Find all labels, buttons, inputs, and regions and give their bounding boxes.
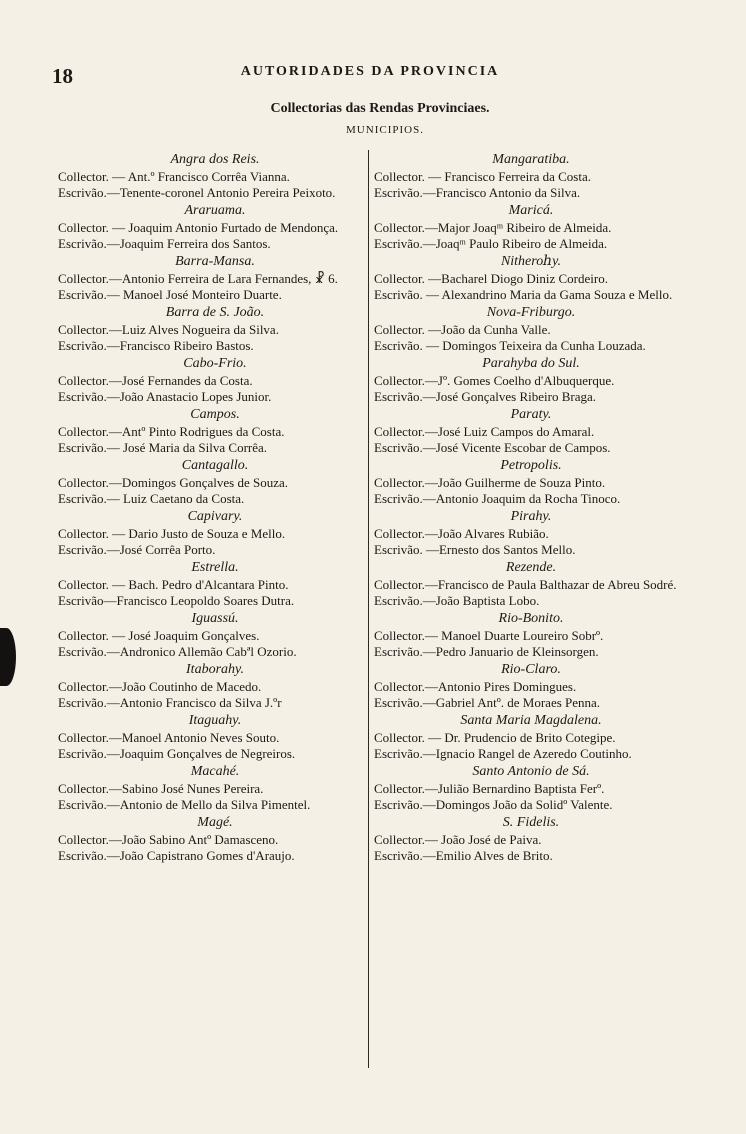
municipio-entry <box>58 253 372 303</box>
escrivao-line: Escrivão.—Joaquim Gonçalves de Negreiros. <box>58 746 296 761</box>
collector-line: Collector.—Major Joaqᵐ Ribeiro de Almeida. <box>374 220 612 235</box>
collector-line: Collector. — Joaquim Antonio Furtado de Mendonça. <box>58 220 339 235</box>
municipio-name: Pirahy. <box>510 509 552 524</box>
municipio-name: Magé. <box>197 815 233 830</box>
municipio-entry <box>58 661 372 711</box>
collector-line: Collector.—Julião Bernardino Baptista Ferº. <box>374 781 605 796</box>
municipio-entry <box>374 763 688 813</box>
collector-line: Collector.—Antonio Ferreira de Lara Fernandes, ☧ 6. <box>58 271 338 286</box>
municipio-name: Iguassú. <box>191 611 239 626</box>
page-number: 18 <box>52 64 73 88</box>
section-title: Collectorias das Rendas Provinciaes. <box>270 101 490 116</box>
escrivao-line: Escrivão.—Antonio de Mello da Silva Pimentel. <box>58 797 311 812</box>
municipio-entry <box>58 355 372 405</box>
municipio-entry <box>58 457 372 507</box>
collector-line: Collector.—Manoel Antonio Neves Souto. <box>58 730 280 745</box>
escrivao-line: Escrivão.—Francisco Antonio da Silva. <box>374 185 581 200</box>
escrivao-line: Escrivão.— Manoel José Monteiro Duarte. <box>58 287 282 302</box>
collector-line: Collector. — Dr. Prudencio de Brito Cotegipe. <box>374 730 616 745</box>
municipio-name: Petropolis. <box>500 458 562 473</box>
collector-line: Collector.—João Alvares Rubião. <box>374 526 549 541</box>
municipio-entry <box>58 559 372 609</box>
municipio-entry <box>374 202 688 252</box>
collector-line: Collector.—João Guilherme de Souza Pinto. <box>374 475 606 490</box>
municipio-name: Cantagallo. <box>181 458 249 473</box>
escrivao-line: Escrivão.—Domingos João da Solidº Valente. <box>374 797 613 812</box>
collector-line: Collector.— João José de Paiva. <box>374 832 542 847</box>
municipio-name: Nova-Friburgo. <box>486 305 576 320</box>
municipio-name: Itaguahy. <box>188 713 242 728</box>
escrivao-line: Escrivão.—José Corrêa Porto. <box>58 542 216 557</box>
collector-line: Collector.—João Sabino Antº Damasceno. <box>58 832 279 847</box>
escrivao-line: Escrivão. — Domingos Teixeira da Cunha Louzada. <box>374 338 646 353</box>
municipio-entry <box>374 355 688 405</box>
municipio-entry <box>374 508 688 558</box>
municipio-entry <box>374 304 688 354</box>
collector-line: Collector.— Manoel Duarte Loureiro Sobrº. <box>374 628 604 643</box>
municipio-entry <box>374 151 688 201</box>
municipio-entry <box>58 712 372 762</box>
municipio-entry <box>58 202 372 252</box>
subsection-title: MUNICIPIOS. <box>346 124 424 136</box>
collector-line: Collector.—João Coutinho de Macedo. <box>58 679 262 694</box>
collector-line: Collector.—Sabino José Nunes Pereira. <box>58 781 264 796</box>
municipio-name: Macahé. <box>190 764 240 779</box>
escrivao-line: Escrivão. — Alexandrino Maria da Gama Souza e Mello. <box>374 287 673 302</box>
municipio-name: Parahyba do Sul. <box>482 356 580 371</box>
collector-line: Collector.—Antº Pinto Rodrigues da Costa. <box>58 424 285 439</box>
municipio-name: Itaborahy. <box>186 662 244 677</box>
escrivao-line: Escrivão.—Antonio Francisco da Silva J.ºr <box>58 695 282 710</box>
escrivao-line: Escrivão.—José Vicente Escobar de Campos. <box>374 440 611 455</box>
escrivao-line: Escrivão.—Pedro Januario de Kleinsorgen. <box>374 644 599 659</box>
escrivao-line: Escrivão.—Francisco Ribeiro Bastos. <box>58 338 254 353</box>
escrivao-line: Escrivão.—José Gonçalves Ribeiro Braga. <box>374 389 597 404</box>
municipio-entry <box>58 406 372 456</box>
municipio-entry <box>374 712 688 762</box>
municipio-entry <box>58 304 372 354</box>
municipio-name: Mangaratiba. <box>492 152 570 167</box>
escrivao-line: Escrivão. —Ernesto dos Santos Mello. <box>374 542 576 557</box>
collector-line: Collector. — Dario Justo de Souza e Mello. <box>58 526 286 541</box>
municipio-name: Nitheroհy. <box>500 254 562 269</box>
municipio-name: Barra-Mansa. <box>175 254 255 269</box>
municipio-entry <box>58 814 372 864</box>
escrivao-line: Escrivão.— Luiz Caetano da Costa. <box>58 491 245 506</box>
collector-line: Collector.—José Fernandes da Costa. <box>58 373 253 388</box>
municipio-name: Estrella. <box>191 560 239 575</box>
escrivao-line: Escrivão.—Joaqᵐ Paulo Ribeiro de Almeida. <box>374 236 608 251</box>
municipio-name: Angra dos Reis. <box>170 152 260 167</box>
collector-line: Collector. — Ant.º Francisco Corrêa Vianna. <box>58 169 290 184</box>
collector-line: Collector. —Bacharel Diogo Diniz Cordeiro. <box>374 271 608 286</box>
escrivao-line: Escrivão—Francisco Leopoldo Soares Dutra. <box>58 593 295 608</box>
municipio-name: Cabo-Frio. <box>183 356 247 371</box>
column-divider <box>368 150 369 1068</box>
escrivao-line: Escrivão.—Emilio Alves de Brito. <box>374 848 553 863</box>
left-column <box>58 150 372 864</box>
municipio-name: Barra de S. João. <box>165 305 265 320</box>
municipio-entry <box>374 559 688 609</box>
municipio-name: Maricá. <box>508 203 554 218</box>
municipio-name: Campos. <box>190 407 240 422</box>
collector-line: Collector.—Luiz Alves Nogueira da Silva. <box>58 322 279 337</box>
collector-line: Collector.—Domingos Gonçalves de Souza. <box>58 475 288 490</box>
right-column <box>374 150 688 864</box>
escrivao-line: Escrivão.—Joaquim Ferreira dos Santos. <box>58 236 271 251</box>
collector-line: Collector.—José Luiz Campos do Amaral. <box>374 424 595 439</box>
escrivao-line: Escrivão.—João Anastacio Lopes Junior. <box>58 389 272 404</box>
municipio-entry <box>58 610 372 660</box>
municipio-entry <box>374 610 688 660</box>
municipio-name: Capivary. <box>187 509 243 524</box>
municipio-entry <box>58 508 372 558</box>
municipio-name: Rio-Bonito. <box>498 611 564 626</box>
escrivao-line: Escrivão.—João Capistrano Gomes d'Araujo. <box>58 848 295 863</box>
escrivao-line: Escrivão.—Antonio Joaquim da Rocha Tinoco. <box>374 491 621 506</box>
escrivao-line: Escrivão.— José Maria da Silva Corrêa. <box>58 440 268 455</box>
municipio-name: Santo Antonio de Sá. <box>472 764 590 779</box>
municipio-entry <box>374 406 688 456</box>
municipio-name: Rio-Claro. <box>501 662 561 677</box>
municipio-name: Araruama. <box>184 203 246 218</box>
municipio-entry <box>374 661 688 711</box>
municipio-name: Paraty. <box>510 407 552 422</box>
collector-line: Collector.—Antonio Pires Domingues. <box>374 679 577 694</box>
collector-line: Collector.—Jº. Gomes Coelho d'Albuquerque. <box>374 373 615 388</box>
municipio-name: Rezende. <box>505 560 557 575</box>
collector-line: Collector. — Bach. Pedro d'Alcantara Pinto. <box>58 577 289 592</box>
municipio-entry <box>374 814 688 864</box>
running-title: AUTORIDADES DA PROVINCIA <box>240 64 500 79</box>
escrivao-line: Escrivão.—Ignacio Rangel de Azeredo Coutinho. <box>374 746 632 761</box>
escrivao-line: Escrivão.—João Baptista Lobo. <box>374 593 540 608</box>
ink-blot <box>0 628 16 686</box>
collector-line: Collector. — Francisco Ferreira da Costa. <box>374 169 591 184</box>
escrivao-line: Escrivão.—Gabriel Antº. de Moraes Penna. <box>374 695 601 710</box>
municipio-name: Santa Maria Magdalena. <box>460 713 602 728</box>
municipio-entry <box>374 253 688 303</box>
escrivao-line: Escrivão.—Andronico Allemão Cabªl Ozorio. <box>58 644 297 659</box>
municipio-entry <box>374 457 688 507</box>
collector-line: Collector.—Francisco de Paula Balthazar de Abreu Sodré. <box>374 577 677 592</box>
collector-line: Collector. — José Joaquim Gonçalves. <box>58 628 260 643</box>
municipio-name: S. Fidelis. <box>502 815 560 830</box>
municipio-entry <box>58 151 372 201</box>
escrivao-line: Escrivão.—Tenente-coronel Antonio Pereira Peixoto. <box>58 185 336 200</box>
collector-line: Collector. —João da Cunha Valle. <box>374 322 551 337</box>
municipio-entry <box>58 763 372 813</box>
